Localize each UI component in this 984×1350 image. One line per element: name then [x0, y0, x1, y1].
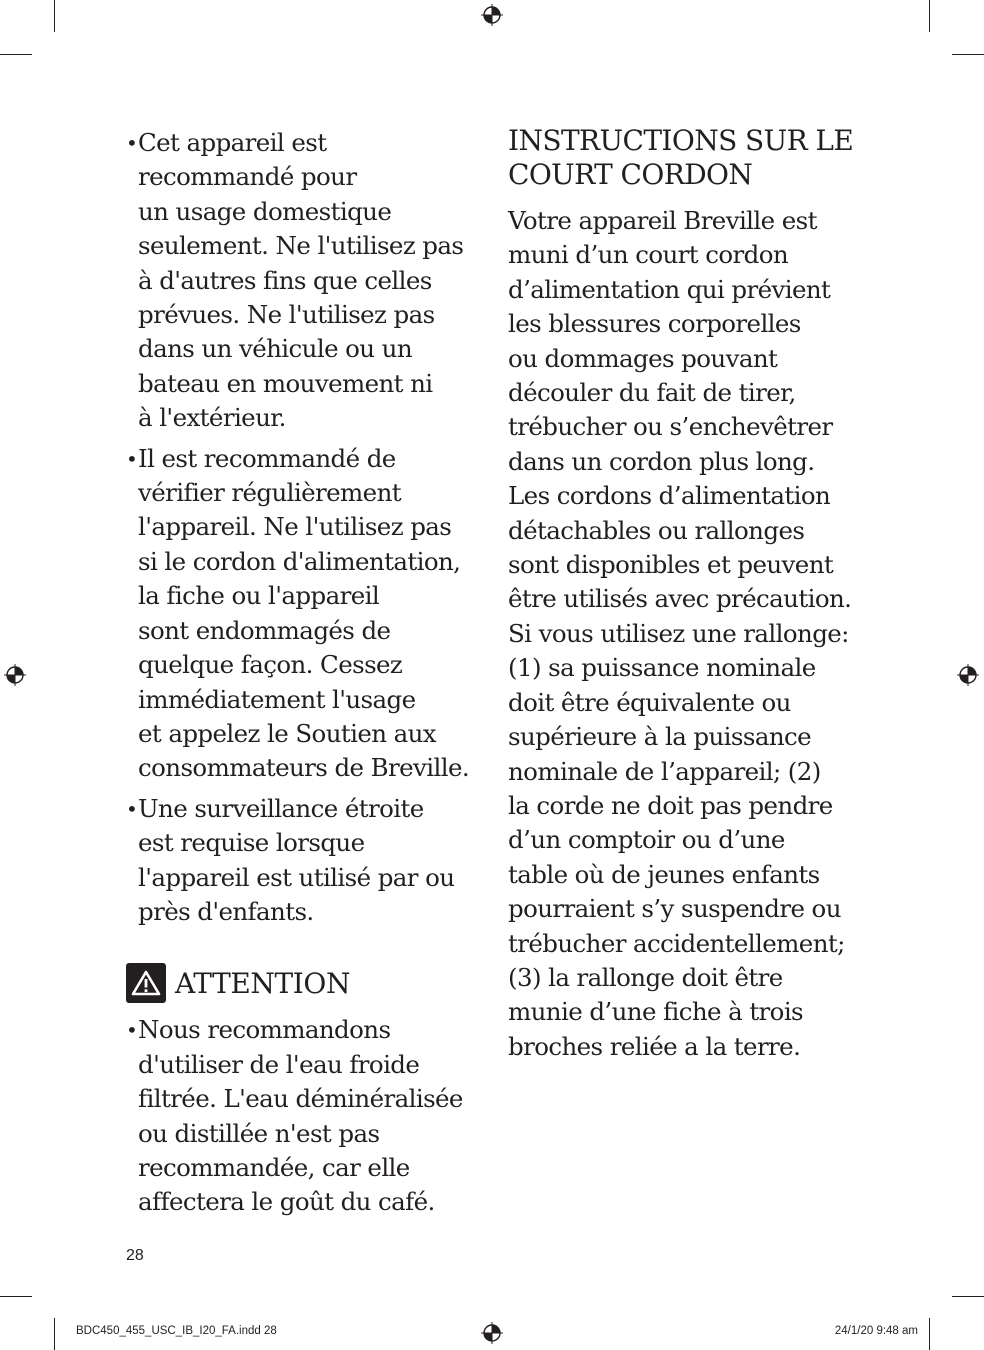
text-line: si le cordon d'alimentation,	[138, 546, 461, 576]
text-line: l'appareil est utilisé par ou	[138, 862, 455, 892]
text-line: Cet appareil est	[138, 128, 327, 157]
text-line: les blessures corporelles	[508, 309, 801, 339]
text-line: table où de jeunes enfants	[508, 859, 820, 889]
text-line: pourraient s’y suspendre ou	[508, 894, 841, 924]
text-line: d'utiliser de l'eau froide	[138, 1049, 420, 1079]
text-line: d’alimentation qui prévient	[508, 274, 831, 304]
text-line: Une surveillance étroite	[138, 793, 424, 823]
crop-mark	[54, 0, 55, 32]
text-line: trébucher ou s’enchevêtrer	[508, 412, 833, 442]
bullet-item	[126, 792, 486, 930]
page-number: 28	[126, 1247, 144, 1264]
text-line: ou distillée n'est pas	[138, 1118, 380, 1148]
text-line: doit être équivalente ou	[508, 687, 791, 717]
text-line: et appelez le Soutien aux	[138, 718, 437, 748]
text-line: Si vous utilisez une rallonge:	[508, 618, 849, 648]
text-line: être utilisés avec précaution.	[508, 584, 852, 614]
text-line: Les cordons d’alimentation	[508, 481, 831, 511]
crop-mark	[952, 54, 984, 55]
text-line: Nous recommandons	[138, 1015, 391, 1045]
text-line: seulement. Ne l'utilisez pas	[138, 231, 464, 261]
text-line: affectera le goût du café.	[138, 1187, 435, 1217]
crop-mark	[54, 1318, 55, 1350]
text-line: est requise lorsque	[138, 828, 365, 858]
registration-mark-icon	[4, 664, 26, 686]
heading-line: COURT CORDON	[508, 158, 753, 191]
text-line: prévues. Ne l'utilisez pas	[138, 300, 435, 330]
crop-mark	[929, 0, 930, 32]
text-line: l'appareil. Ne l'utilisez pas	[138, 512, 452, 542]
text-line: la corde ne doit pas pendre	[508, 790, 833, 820]
text-line: recommandée, car elle	[138, 1152, 410, 1182]
bullet-item	[126, 126, 486, 436]
text-line: consommateurs de Breville.	[138, 753, 470, 783]
text-line: découler du fait de tirer,	[508, 378, 796, 408]
text-line: ou dommages pouvant	[508, 343, 778, 373]
attention-heading	[126, 963, 486, 1003]
text-line: dans un cordon plus long.	[508, 446, 815, 476]
text-line: broches reliée a la terre.	[508, 1031, 801, 1061]
text-line: munie d’une fiche à trois	[508, 997, 804, 1027]
text-line: Votre appareil Breville est	[508, 206, 817, 235]
bullet-item	[126, 1013, 486, 1219]
text-line: la fiche ou l'appareil	[138, 581, 380, 611]
bullet-dot: •	[126, 1018, 138, 1043]
text-line: trébucher accidentellement;	[508, 928, 845, 958]
text-line: près d'enfants.	[138, 896, 314, 926]
text-line: dans un véhicule ou un	[138, 334, 413, 364]
text-line: détachables ou rallonges	[508, 515, 805, 545]
text-line: supérieure à la puissance	[508, 722, 812, 752]
slug-file-name: BDC450_455_USC_IB_I20_FA.indd 28	[76, 1325, 277, 1337]
body-paragraph	[508, 204, 868, 1064]
text-line: nominale de l’appareil; (2)	[508, 756, 821, 786]
text-line: muni d’un court cordon	[508, 240, 789, 270]
registration-mark-icon	[481, 4, 503, 26]
text-line: un usage domestique	[138, 196, 392, 226]
text-line: sont endommagés de	[138, 615, 391, 645]
registration-mark-icon	[957, 664, 979, 686]
text-line: à l'extérieur.	[138, 403, 286, 433]
crop-mark	[929, 1318, 930, 1350]
crop-mark	[0, 54, 32, 55]
section-heading	[508, 124, 868, 192]
text-line: à d'autres fins que celles	[138, 265, 432, 295]
text-line: filtrée. L'eau déminéralisée	[138, 1084, 463, 1114]
text-line: (3) la rallonge doit être	[508, 962, 783, 992]
text-line: recommandé pour	[138, 162, 357, 192]
left-column	[126, 126, 486, 1226]
bullet-dot: •	[126, 796, 138, 821]
text-line: (1) sa puissance nominale	[508, 653, 816, 683]
crop-mark	[952, 1296, 984, 1297]
right-column	[508, 124, 868, 1064]
bullet-dot: •	[126, 446, 138, 471]
attention-label: ATTENTION	[175, 966, 351, 1000]
registration-mark-icon	[481, 1322, 503, 1344]
text-line: Il est recommandé de	[138, 443, 396, 473]
bullet-dot: •	[126, 131, 138, 155]
text-line: quelque façon. Cessez	[138, 650, 403, 680]
heading-line: INSTRUCTIONS SUR LE	[508, 124, 854, 157]
text-line: vérifier régulièrement	[138, 478, 401, 508]
text-line: immédiatement l'usage	[138, 684, 416, 714]
slug-timestamp: 24/1/20 9:48 am	[834, 1325, 918, 1337]
text-line: d’un comptoir ou d’une	[508, 825, 785, 855]
text-line: bateau en mouvement ni	[138, 368, 433, 398]
warning-icon	[126, 963, 166, 1003]
crop-mark	[0, 1296, 32, 1297]
bullet-item	[126, 442, 486, 786]
text-line: sont disponibles et peuvent	[508, 550, 834, 580]
